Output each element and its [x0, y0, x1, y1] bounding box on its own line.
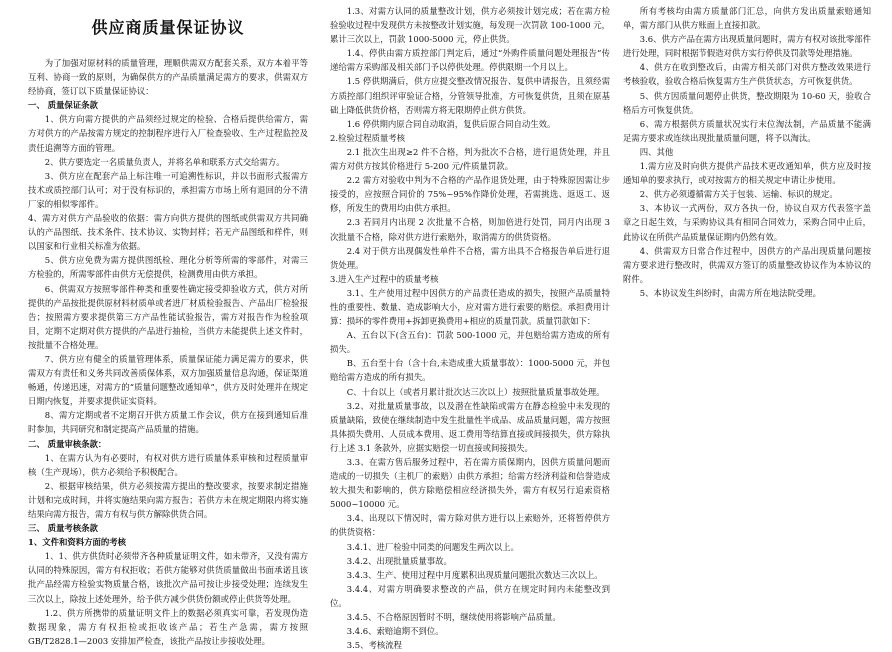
- paragraph: B、五台至十台（含十台,未造成重大质量事故）：1000-5000 元，并包赔给需方造成的所有损失。: [330, 358, 610, 383]
- paragraph: 1、供方向需方提供的产品须经过规定的检验、合格后提供给需方，需方对供方的产品按需方规定的控制程序进行入厂检查验收、生产过程监控及责任追溯等方面的管理。: [28, 114, 308, 153]
- paragraph: 4、供需双方日常合作过程中，因供方的产品出现质量问题按需方要求进行整改时，供需双方签订的质量整改协议作为本协议的附件。: [623, 245, 871, 284]
- paragraph: 8、需方定期或者不定期召开供方质量工作会议，供方在接到通知后准时参加，共同研究和制定提高产品质量的措施。: [28, 410, 308, 435]
- paragraph: 4、需方对供方产品验收的依据：需方向供方提供的图纸或供需双方共同确认的产品图纸、技术条件、技术协议、实物封样；若无产品图纸和样件，则以国家和行业相关标准为依据。: [28, 213, 308, 252]
- paragraph: 6、需方根据供方质量状况实行末位淘汰制，产品质量不能满足需方要求或连续出现批量质量问题，将予以淘汰。: [623, 118, 871, 143]
- paragraph: 1.6 停供期内原合同自动取消，复供后原合同自动生效。: [346, 118, 556, 129]
- paragraph: 3.6、供方产品在需方出现质量问题时，需方有权对该批零部件进行处理，同时根据节假造对供方实行停供及罚款等处理措施。: [623, 34, 871, 59]
- section-heading: 1、文件和资料方面的考核: [28, 537, 126, 548]
- paragraph: 5、供方应免费为需方提供图纸检、理化分析等所需的零部件，对需三方检验的，所需零部件由供方无偿提供，检测费用由供方承担。: [28, 255, 308, 280]
- paragraph: 3.5、考核流程: [346, 640, 402, 651]
- paragraph: 2.3 若同月内出现 2 次批量不合格，则加倍进行处罚，同月内出现 3 次批量不合格，除对供方进行索赔外，取消需方的供货资格。: [330, 217, 610, 242]
- paragraph: 1、1、供方供货时必须带齐各种质量证明文件，如未带齐，又没有需方认同的特殊原因，需方有权拒收；若供方能够对供货质量做出书面承诺且该批产品经需方检验实物质量合格，该批次产品可按让步接受处理；连续发生三次以上，除按上述处理外，给予供方减少供货份额或停止供货等处理。: [28, 551, 308, 604]
- paragraph: A、五台以下(含五台)：罚款 500-1000 元，并包赔给需方造成的所有损失。: [330, 330, 610, 355]
- paragraph: 四、其他: [639, 146, 674, 157]
- paragraph: 1.5 停供期满后，供方应提交整改情况报告、复供申请报告，且须经需方质控部门组织评审验证合格，分管领导批准，方可恢复供货，且须在原基础上降低供货价格，否则需方将无限期停止供方供货。: [330, 76, 610, 115]
- paragraph: 3.4.5、不合格原因暂时不明，继续使用将影响产品质量。: [346, 612, 561, 623]
- paragraph: 2、供方要选定一名质量负责人，并将名单和联系方式交给需方。: [44, 156, 285, 167]
- column-middle: [330, 4, 610, 651]
- paragraph: 2.1 批次生出现≥2 件不合格，判为批次不合格，进行退货处理，并且需方对供方按其价格进行 5-200 元/件质量罚款。: [330, 146, 610, 172]
- paragraph: 为了加强对原材料的质量管理，理顺供需双方配套关系，双方本着平等互利、协商一致的原则，为确保供方的产品质量满足需方的要求，供需双方经协商，签订以下质量保证协议：: [28, 58, 308, 97]
- paragraph: 3.1、生产使用过程中因供方的产品责任造成的损失，按照产品质量特性的重要性、数量、造成影响大小，应对需方进行索要的赔偿。承担费用计算：损坏的零件费用+拆卸更换费用+相应的质量罚款。质量罚款如下：: [330, 287, 610, 327]
- paragraph: 1.2、供方所携带的质量证明文件上的数据必须真实可靠，若发现伪造数据现象，需方有权拒检或拒收该产品；若生产急需，需方按照 GB/T2828.1—2003 安排加严检查，该批产品按让步接收处理。: [28, 607, 308, 646]
- paragraph: 1、在需方认为有必要时，有权对供方进行质量体系审核和过程质量审核（生产现场），供方必须给予积极配合。: [28, 452, 308, 477]
- section-heading: 三、 质量考核条款: [28, 523, 98, 534]
- paragraph: 5、供方因质量问题停止供货，整改期限为 10-60 天，验收合格后方可恢复供货。: [623, 90, 871, 115]
- paragraph: 7、供方应有健全的质量管理体系，质量保证能力满足需方的要求，供需双方有责任和义务共同改善质保体系，双方加强质量信息沟通，保证渠道畅通，传递迅速，对需方的“质量问题整改通知单”，供方及时处理并在规定日期内恢复，并要求提供证实资料。: [28, 353, 308, 407]
- paragraph: 3.4.6、索赔逾期不到位。: [346, 626, 444, 637]
- paragraph: 3.4、出现以下情况时，需方除对供方进行以上索赔外，还将暂停供方的供货资格：: [330, 513, 610, 538]
- paragraph: 1.需方应及时向供方提供产品技术更改通知单，供方应及时按通知单的要求执行，或对按需方的相关规定申请让步使用。: [623, 161, 871, 186]
- section-heading: 一、 质量保证条款: [28, 100, 98, 111]
- paragraph: 1.3、对需方认同的质量整改计划，供方必须按计划完成；若在需方检验验收过程中发现供方未按整改计划实施，每发现一次罚款 100-1000 元，累计三次以上，罚款 1000-5000 元，停止供货。: [330, 6, 610, 45]
- column-left: [28, 4, 308, 646]
- document-title: 供应商质量保证协议: [91, 18, 245, 37]
- paragraph: 3.3、在需方售后服务过程中，若在需方质保期内，因供方质量问题而造成的一切损失（主机厂的索赔）由供方承担；给需方经济利益和信誉造成较大损失和影响的，供方除赔偿相应经济损失外，需方有权另行追索资格 5000~10000 元。: [330, 457, 610, 510]
- paragraph: 2.2 需方对验收中判为不合格的产品作退货处理，由于特殊原因需让步接受的，应按照合同价的 75%~95%作降价处理，若需挑选、返返工、返修，所发生的费用均由供方承担。: [330, 175, 610, 214]
- column-right: [623, 4, 871, 638]
- section-heading: 二、 质量审核条款：: [28, 438, 107, 449]
- paragraph: 6、供需双方按照零部件种类和重要性确定接受抑验收方式，供方对所提供的产品按批提供原材料材质单或者进厂材质检验报告、产品出厂检验报告；按照需方要求提供第三方产品性能试验报告，需方对报告作为检验项目，定期不定期对供方提供的产品进行抽检，当供方未能提供上述文件时，按批量不合格处理。: [28, 283, 308, 350]
- paragraph: C、十台以上（或者月累计批次达三次以上）按照批量质量事故处理。: [346, 386, 605, 397]
- paragraph: 3、本协议一式两份，双方各执一份，协议自双方代表签字盖章之日起生效，与采购协议具有相同合同效力，采购合同中止后，此协议在所供产品质量保证期内仍然有效。: [623, 203, 871, 242]
- paragraph: 4、供方在收到整改后，由需方相关部门对供方整改效果进行考核验收，验收合格后恢复需方生产供货状态，方可恢复供货。: [623, 62, 871, 87]
- paragraph: 3、供方应在配套产品上标注唯一可追溯性标识，并以书面形式报需方技术或质控部门认可；对于没有标识的，承担需方市场上所有退回的分不清厂家的相似零部件。: [28, 170, 308, 209]
- paragraph: 3.4.2、出现批量质量事故。: [346, 555, 452, 566]
- paragraph: 2.检验过程质量考核: [330, 132, 405, 143]
- paragraph: 2、根据审核结果，供方必须按需方提出的整改要求，按要求制定措施计划和完成时间，并将实施结果向需方报告；若供方未在规定期限内将实施结果向需方报告，需方有权与供方解除供货合同。: [28, 480, 308, 519]
- paragraph: 2.4 对于供方出现偶发性单件不合格，需方出具不合格报告单后进行退货处理。: [330, 245, 610, 270]
- paragraph: 3.4.3、生产、使用过程中月度累积出现质量问题批次数达三次以上。: [346, 569, 603, 580]
- paragraph: 3.2、对批量质量事故，以及潜在性缺陷或需方在静态检验中未发现的质量缺陷，致使在继续制造中发生批量性半成品、成品质量问题，需方按照具体损失费用、人员成本费用、返工费用等结算直接或间接损失，供方除执行上述 3.1 条款外，应据实赔偿一切直接或间接损失。: [330, 400, 610, 453]
- paragraph: 2、供方必须遵循需方关于包装、运输、标识的规定。: [639, 189, 838, 200]
- paragraph: 所有考核均由需方质量部门汇总，向供方发出质量索赔通知单，需方部门从供方账面上直接扣款。: [623, 6, 871, 31]
- paragraph: 5、本协议发生纠纷时，由需方所在地法院受理。: [639, 287, 821, 298]
- column-left-body: [28, 56, 308, 648]
- paragraph: 1.4、停供由需方质控部门判定后，通过“外购件质量问题处理报告”传递给需方采购部及相关部门予以停供处理。停供限期一个月以上。: [330, 48, 610, 73]
- paragraph: 3.4.4、对需方明确要求整改的产品，供方在规定时间内未能整改到位。: [330, 583, 610, 608]
- paragraph: 3.进入生产过程中的质量考核: [330, 273, 439, 284]
- paragraph: 3.4.1、进厂检验中同类的问题发生两次以上。: [346, 541, 519, 552]
